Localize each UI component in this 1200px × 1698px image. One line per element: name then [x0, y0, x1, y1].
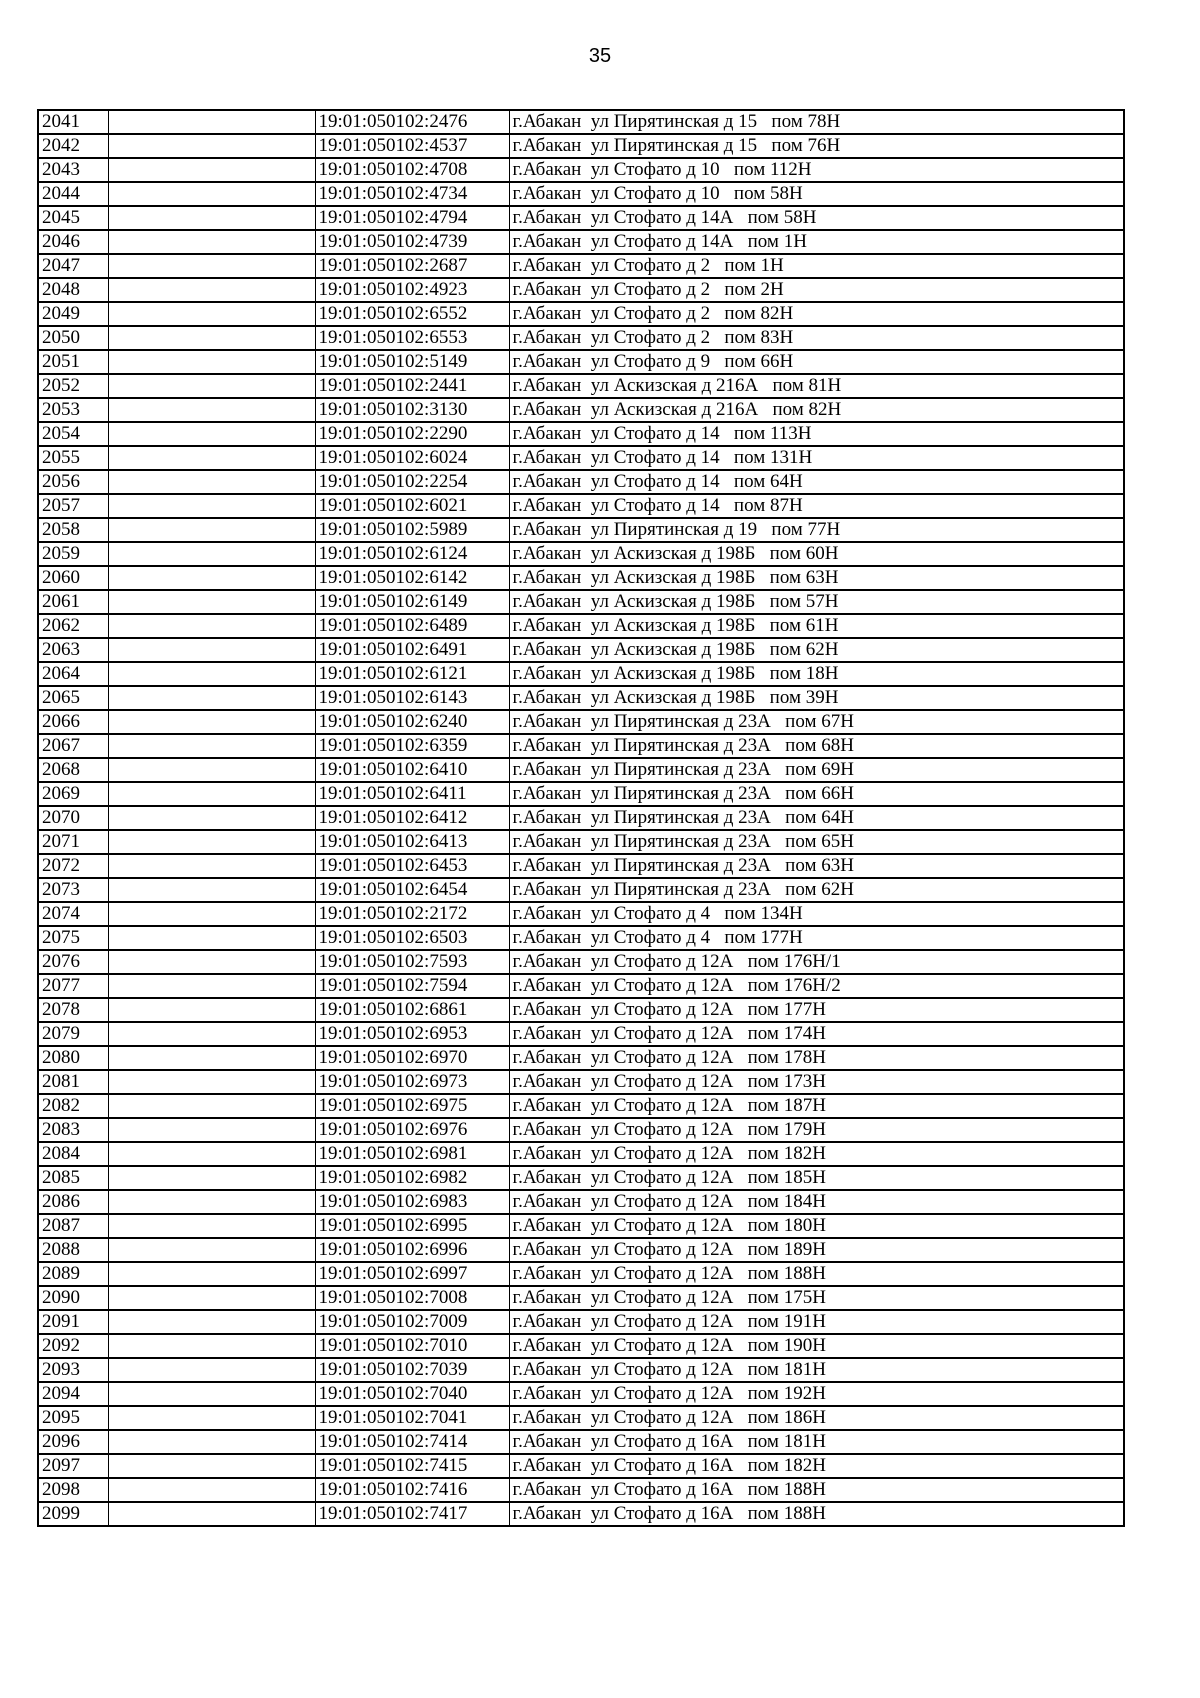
cadastral-number-cell: 19:01:050102:6453: [315, 854, 509, 878]
row-number-cell: 2095: [38, 1406, 108, 1430]
row-number-cell: 2047: [38, 254, 108, 278]
table-row: [38, 830, 1124, 854]
row-number-cell: 2076: [38, 950, 108, 974]
blank-cell: [108, 470, 315, 494]
cadastral-number-cell: 19:01:050102:6976: [315, 1118, 509, 1142]
blank-cell: [108, 518, 315, 542]
blank-cell: [108, 1070, 315, 1094]
cadastral-number-cell: 19:01:050102:7010: [315, 1334, 509, 1358]
row-number-cell: 2075: [38, 926, 108, 950]
blank-cell: [108, 374, 315, 398]
blank-cell: [108, 230, 315, 254]
blank-cell: [108, 254, 315, 278]
row-number-cell: 2064: [38, 662, 108, 686]
table-row: [38, 1430, 1124, 1454]
blank-cell: [108, 638, 315, 662]
row-number-cell: 2093: [38, 1358, 108, 1382]
cadastral-number-cell: 19:01:050102:4537: [315, 134, 509, 158]
blank-cell: [108, 734, 315, 758]
blank-cell: [108, 494, 315, 518]
blank-cell: [108, 710, 315, 734]
table-row: [38, 134, 1124, 158]
table-row: [38, 1022, 1124, 1046]
address-cell: г.Абакан ул Аскизская д 216А пом 81Н: [509, 374, 1124, 398]
row-number-cell: 2080: [38, 1046, 108, 1070]
blank-cell: [108, 926, 315, 950]
table-row: [38, 1262, 1124, 1286]
cadastral-number-cell: 19:01:050102:2172: [315, 902, 509, 926]
blank-cell: [108, 1406, 315, 1430]
address-cell: г.Абакан ул Стофато д 2 пом 82Н: [509, 302, 1124, 326]
table-row: [38, 110, 1124, 134]
table-row: [38, 302, 1124, 326]
cadastral-number-cell: 19:01:050102:6149: [315, 590, 509, 614]
address-cell: г.Абакан ул Стофато д 12А пом 173Н: [509, 1070, 1124, 1094]
table-row: [38, 1166, 1124, 1190]
row-number-cell: 2063: [38, 638, 108, 662]
address-cell: г.Абакан ул Пирятинская д 23А пом 69Н: [509, 758, 1124, 782]
row-number-cell: 2079: [38, 1022, 108, 1046]
blank-cell: [108, 398, 315, 422]
address-cell: г.Абакан ул Пирятинская д 19 пом 77Н: [509, 518, 1124, 542]
table-row: [38, 950, 1124, 974]
table-row: [38, 974, 1124, 998]
row-number-cell: 2089: [38, 1262, 108, 1286]
row-number-cell: 2091: [38, 1310, 108, 1334]
blank-cell: [108, 758, 315, 782]
address-cell: г.Абакан ул Аскизская д 198Б пом 39Н: [509, 686, 1124, 710]
row-number-cell: 2057: [38, 494, 108, 518]
row-number-cell: 2049: [38, 302, 108, 326]
cadastral-number-cell: 19:01:050102:6503: [315, 926, 509, 950]
table-row: [38, 566, 1124, 590]
cadastral-number-cell: 19:01:050102:6121: [315, 662, 509, 686]
cadastral-number-cell: 19:01:050102:6359: [315, 734, 509, 758]
cadastral-number-cell: 19:01:050102:6981: [315, 1142, 509, 1166]
row-number-cell: 2090: [38, 1286, 108, 1310]
address-cell: г.Абакан ул Стофато д 10 пом 112Н: [509, 158, 1124, 182]
table-row: [38, 1358, 1124, 1382]
table-row: [38, 1070, 1124, 1094]
cadastral-number-cell: 19:01:050102:4739: [315, 230, 509, 254]
row-number-cell: 2055: [38, 446, 108, 470]
blank-cell: [108, 1334, 315, 1358]
address-cell: г.Абакан ул Стофато д 10 пом 58Н: [509, 182, 1124, 206]
blank-cell: [108, 182, 315, 206]
blank-cell: [108, 1118, 315, 1142]
property-registry-table: [37, 109, 1125, 1527]
address-cell: г.Абакан ул Пирятинская д 23А пом 68Н: [509, 734, 1124, 758]
row-number-cell: 2086: [38, 1190, 108, 1214]
blank-cell: [108, 158, 315, 182]
blank-cell: [108, 1190, 315, 1214]
address-cell: г.Абакан ул Стофато д 12А пом 180Н: [509, 1214, 1124, 1238]
blank-cell: [108, 1262, 315, 1286]
table-row: [38, 1310, 1124, 1334]
cadastral-number-cell: 19:01:050102:6861: [315, 998, 509, 1022]
row-number-cell: 2058: [38, 518, 108, 542]
table-row: [38, 1238, 1124, 1262]
cadastral-number-cell: 19:01:050102:6489: [315, 614, 509, 638]
blank-cell: [108, 902, 315, 926]
address-cell: г.Абакан ул Пирятинская д 15 пом 76Н: [509, 134, 1124, 158]
cadastral-number-cell: 19:01:050102:7416: [315, 1478, 509, 1502]
address-cell: г.Абакан ул Стофато д 12А пом 182Н: [509, 1142, 1124, 1166]
table-row: [38, 350, 1124, 374]
address-cell: г.Абакан ул Стофато д 12А пом 176Н/2: [509, 974, 1124, 998]
row-number-cell: 2065: [38, 686, 108, 710]
table-row: [38, 542, 1124, 566]
cadastral-number-cell: 19:01:050102:7593: [315, 950, 509, 974]
blank-cell: [108, 1214, 315, 1238]
row-number-cell: 2042: [38, 134, 108, 158]
address-cell: г.Абакан ул Пирятинская д 23А пом 63Н: [509, 854, 1124, 878]
cadastral-number-cell: 19:01:050102:6142: [315, 566, 509, 590]
table-row: [38, 446, 1124, 470]
address-cell: г.Абакан ул Стофато д 12А пом 184Н: [509, 1190, 1124, 1214]
cadastral-number-cell: 19:01:050102:2254: [315, 470, 509, 494]
address-cell: г.Абакан ул Аскизская д 198Б пом 61Н: [509, 614, 1124, 638]
address-cell: г.Абакан ул Пирятинская д 23А пом 62Н: [509, 878, 1124, 902]
address-cell: г.Абакан ул Пирятинская д 23А пом 65Н: [509, 830, 1124, 854]
table-row: [38, 182, 1124, 206]
blank-cell: [108, 1358, 315, 1382]
address-cell: г.Абакан ул Стофато д 2 пом 2Н: [509, 278, 1124, 302]
table-row: [38, 710, 1124, 734]
blank-cell: [108, 662, 315, 686]
table-row: [38, 902, 1124, 926]
address-cell: г.Абакан ул Стофато д 4 пом 134Н: [509, 902, 1124, 926]
page-number: 35: [588, 45, 612, 67]
cadastral-number-cell: 19:01:050102:6552: [315, 302, 509, 326]
row-number-cell: 2088: [38, 1238, 108, 1262]
row-number-cell: 2096: [38, 1430, 108, 1454]
address-cell: г.Абакан ул Стофато д 14А пом 1Н: [509, 230, 1124, 254]
cadastral-number-cell: 19:01:050102:2441: [315, 374, 509, 398]
blank-cell: [108, 1238, 315, 1262]
address-cell: г.Абакан ул Стофато д 2 пом 1Н: [509, 254, 1124, 278]
table-row: [38, 758, 1124, 782]
table-row: [38, 1502, 1124, 1526]
address-cell: г.Абакан ул Стофато д 2 пом 83Н: [509, 326, 1124, 350]
blank-cell: [108, 1166, 315, 1190]
table-row: [38, 1094, 1124, 1118]
address-cell: г.Абакан ул Стофато д 9 пом 66Н: [509, 350, 1124, 374]
cadastral-number-cell: 19:01:050102:5149: [315, 350, 509, 374]
blank-cell: [108, 446, 315, 470]
cadastral-number-cell: 19:01:050102:4794: [315, 206, 509, 230]
cadastral-number-cell: 19:01:050102:4923: [315, 278, 509, 302]
table-row: [38, 158, 1124, 182]
row-number-cell: 2074: [38, 902, 108, 926]
row-number-cell: 2045: [38, 206, 108, 230]
row-number-cell: 2066: [38, 710, 108, 734]
address-cell: г.Абакан ул Стофато д 12А пом 174Н: [509, 1022, 1124, 1046]
row-number-cell: 2067: [38, 734, 108, 758]
address-cell: г.Абакан ул Стофато д 12А пом 181Н: [509, 1358, 1124, 1382]
row-number-cell: 2052: [38, 374, 108, 398]
address-cell: г.Абакан ул Стофато д 12А пом 179Н: [509, 1118, 1124, 1142]
blank-cell: [108, 134, 315, 158]
row-number-cell: 2077: [38, 974, 108, 998]
address-cell: г.Абакан ул Аскизская д 216А пом 82Н: [509, 398, 1124, 422]
address-cell: г.Абакан ул Аскизская д 198Б пом 63Н: [509, 566, 1124, 590]
blank-cell: [108, 974, 315, 998]
cadastral-number-cell: 19:01:050102:7008: [315, 1286, 509, 1310]
address-cell: г.Абакан ул Стофато д 12А пом 187Н: [509, 1094, 1124, 1118]
address-cell: г.Абакан ул Стофато д 14А пом 58Н: [509, 206, 1124, 230]
cadastral-number-cell: 19:01:050102:3130: [315, 398, 509, 422]
blank-cell: [108, 614, 315, 638]
row-number-cell: 2048: [38, 278, 108, 302]
cadastral-number-cell: 19:01:050102:6124: [315, 542, 509, 566]
table-row: [38, 278, 1124, 302]
cadastral-number-cell: 19:01:050102:7415: [315, 1454, 509, 1478]
table-row: [38, 1478, 1124, 1502]
row-number-cell: 2099: [38, 1502, 108, 1526]
table-row: [38, 806, 1124, 830]
cadastral-number-cell: 19:01:050102:4734: [315, 182, 509, 206]
row-number-cell: 2044: [38, 182, 108, 206]
address-cell: г.Абакан ул Пирятинская д 23А пом 64Н: [509, 806, 1124, 830]
table-row: [38, 1046, 1124, 1070]
blank-cell: [108, 278, 315, 302]
address-cell: г.Абакан ул Пирятинская д 23А пом 67Н: [509, 710, 1124, 734]
table-row: [38, 662, 1124, 686]
row-number-cell: 2062: [38, 614, 108, 638]
address-cell: г.Абакан ул Стофато д 16А пом 188Н: [509, 1502, 1124, 1526]
address-cell: г.Абакан ул Стофато д 14 пом 131Н: [509, 446, 1124, 470]
cadastral-number-cell: 19:01:050102:6024: [315, 446, 509, 470]
table-row: [38, 1382, 1124, 1406]
row-number-cell: 2071: [38, 830, 108, 854]
table-row: [38, 854, 1124, 878]
row-number-cell: 2054: [38, 422, 108, 446]
cadastral-number-cell: 19:01:050102:4708: [315, 158, 509, 182]
cadastral-number-cell: 19:01:050102:7041: [315, 1406, 509, 1430]
blank-cell: [108, 350, 315, 374]
cadastral-number-cell: 19:01:050102:6973: [315, 1070, 509, 1094]
blank-cell: [108, 110, 315, 134]
row-number-cell: 2061: [38, 590, 108, 614]
table-row: [38, 374, 1124, 398]
address-cell: г.Абакан ул Аскизская д 198Б пом 57Н: [509, 590, 1124, 614]
blank-cell: [108, 1478, 315, 1502]
row-number-cell: 2085: [38, 1166, 108, 1190]
blank-cell: [108, 806, 315, 830]
address-cell: г.Абакан ул Стофато д 12А пом 176Н/1: [509, 950, 1124, 974]
address-cell: г.Абакан ул Стофато д 16А пом 188Н: [509, 1478, 1124, 1502]
blank-cell: [108, 998, 315, 1022]
row-number-cell: 2081: [38, 1070, 108, 1094]
row-number-cell: 2094: [38, 1382, 108, 1406]
table-row: [38, 494, 1124, 518]
row-number-cell: 2097: [38, 1454, 108, 1478]
row-number-cell: 2043: [38, 158, 108, 182]
blank-cell: [108, 1046, 315, 1070]
blank-cell: [108, 1382, 315, 1406]
address-cell: г.Абакан ул Аскизская д 198Б пом 18Н: [509, 662, 1124, 686]
address-cell: г.Абакан ул Аскизская д 198Б пом 62Н: [509, 638, 1124, 662]
blank-cell: [108, 302, 315, 326]
table-row: [38, 206, 1124, 230]
cadastral-number-cell: 19:01:050102:6983: [315, 1190, 509, 1214]
blank-cell: [108, 542, 315, 566]
table-row: [38, 590, 1124, 614]
cadastral-number-cell: 19:01:050102:2290: [315, 422, 509, 446]
row-number-cell: 2084: [38, 1142, 108, 1166]
cadastral-number-cell: 19:01:050102:6995: [315, 1214, 509, 1238]
cadastral-number-cell: 19:01:050102:6970: [315, 1046, 509, 1070]
cadastral-number-cell: 19:01:050102:6997: [315, 1262, 509, 1286]
blank-cell: [108, 1310, 315, 1334]
address-cell: г.Абакан ул Аскизская д 198Б пом 60Н: [509, 542, 1124, 566]
table-row: [38, 254, 1124, 278]
address-cell: г.Абакан ул Стофато д 12А пом 175Н: [509, 1286, 1124, 1310]
row-number-cell: 2073: [38, 878, 108, 902]
blank-cell: [108, 206, 315, 230]
table-row: [38, 470, 1124, 494]
table-row: [38, 1118, 1124, 1142]
table-row: [38, 1334, 1124, 1358]
table-row: [38, 230, 1124, 254]
blank-cell: [108, 1430, 315, 1454]
table-row: [38, 1286, 1124, 1310]
address-cell: г.Абакан ул Стофато д 12А пом 185Н: [509, 1166, 1124, 1190]
row-number-cell: 2068: [38, 758, 108, 782]
cadastral-number-cell: 19:01:050102:6553: [315, 326, 509, 350]
cadastral-number-cell: 19:01:050102:6413: [315, 830, 509, 854]
blank-cell: [108, 1286, 315, 1310]
table-row: [38, 686, 1124, 710]
table-row: [38, 1406, 1124, 1430]
address-cell: г.Абакан ул Стофато д 12А пом 189Н: [509, 1238, 1124, 1262]
address-cell: г.Абакан ул Стофато д 12А пом 188Н: [509, 1262, 1124, 1286]
address-cell: г.Абакан ул Стофато д 4 пом 177Н: [509, 926, 1124, 950]
blank-cell: [108, 422, 315, 446]
cadastral-number-cell: 19:01:050102:6982: [315, 1166, 509, 1190]
address-cell: г.Абакан ул Стофато д 14 пом 64Н: [509, 470, 1124, 494]
cadastral-number-cell: 19:01:050102:5989: [315, 518, 509, 542]
row-number-cell: 2078: [38, 998, 108, 1022]
table-row: [38, 734, 1124, 758]
blank-cell: [108, 1094, 315, 1118]
address-cell: г.Абакан ул Стофато д 14 пом 87Н: [509, 494, 1124, 518]
cadastral-number-cell: 19:01:050102:6996: [315, 1238, 509, 1262]
blank-cell: [108, 686, 315, 710]
table-row: [38, 1190, 1124, 1214]
blank-cell: [108, 1022, 315, 1046]
cadastral-number-cell: 19:01:050102:6143: [315, 686, 509, 710]
table-row: [38, 1142, 1124, 1166]
blank-cell: [108, 326, 315, 350]
address-cell: г.Абакан ул Стофато д 12А пом 177Н: [509, 998, 1124, 1022]
cadastral-number-cell: 19:01:050102:6021: [315, 494, 509, 518]
blank-cell: [108, 1454, 315, 1478]
address-cell: г.Абакан ул Стофато д 12А пом 191Н: [509, 1310, 1124, 1334]
cadastral-number-cell: 19:01:050102:7594: [315, 974, 509, 998]
address-cell: г.Абакан ул Пирятинская д 15 пом 78Н: [509, 110, 1124, 134]
registry-table-body: [38, 110, 1124, 1526]
address-cell: г.Абакан ул Стофато д 12А пом 186Н: [509, 1406, 1124, 1430]
blank-cell: [108, 566, 315, 590]
address-cell: г.Абакан ул Стофато д 16А пом 181Н: [509, 1430, 1124, 1454]
cadastral-number-cell: 19:01:050102:6412: [315, 806, 509, 830]
row-number-cell: 2072: [38, 854, 108, 878]
row-number-cell: 2082: [38, 1094, 108, 1118]
table-row: [38, 398, 1124, 422]
cadastral-number-cell: 19:01:050102:7414: [315, 1430, 509, 1454]
row-number-cell: 2060: [38, 566, 108, 590]
cadastral-number-cell: 19:01:050102:6411: [315, 782, 509, 806]
row-number-cell: 2069: [38, 782, 108, 806]
cadastral-number-cell: 19:01:050102:7009: [315, 1310, 509, 1334]
table-row: [38, 422, 1124, 446]
cadastral-number-cell: 19:01:050102:6953: [315, 1022, 509, 1046]
table-row: [38, 782, 1124, 806]
address-cell: г.Абакан ул Стофато д 12А пом 178Н: [509, 1046, 1124, 1070]
address-cell: г.Абакан ул Пирятинская д 23А пом 66Н: [509, 782, 1124, 806]
table-row: [38, 1214, 1124, 1238]
cadastral-number-cell: 19:01:050102:6240: [315, 710, 509, 734]
cadastral-number-cell: 19:01:050102:6975: [315, 1094, 509, 1118]
table-row: [38, 326, 1124, 350]
cadastral-number-cell: 19:01:050102:7417: [315, 1502, 509, 1526]
table-row: [38, 998, 1124, 1022]
blank-cell: [108, 878, 315, 902]
row-number-cell: 2087: [38, 1214, 108, 1238]
address-cell: г.Абакан ул Стофато д 12А пом 192Н: [509, 1382, 1124, 1406]
cadastral-number-cell: 19:01:050102:7039: [315, 1358, 509, 1382]
cadastral-number-cell: 19:01:050102:6410: [315, 758, 509, 782]
address-cell: г.Абакан ул Стофато д 14 пом 113Н: [509, 422, 1124, 446]
blank-cell: [108, 782, 315, 806]
cadastral-number-cell: 19:01:050102:2687: [315, 254, 509, 278]
address-cell: г.Абакан ул Стофато д 12А пом 190Н: [509, 1334, 1124, 1358]
row-number-cell: 2059: [38, 542, 108, 566]
row-number-cell: 2083: [38, 1118, 108, 1142]
table-row: [38, 1454, 1124, 1478]
cadastral-number-cell: 19:01:050102:7040: [315, 1382, 509, 1406]
row-number-cell: 2051: [38, 350, 108, 374]
blank-cell: [108, 590, 315, 614]
blank-cell: [108, 830, 315, 854]
table-row: [38, 614, 1124, 638]
blank-cell: [108, 1142, 315, 1166]
table-row: [38, 926, 1124, 950]
table-row: [38, 878, 1124, 902]
blank-cell: [108, 854, 315, 878]
row-number-cell: 2046: [38, 230, 108, 254]
row-number-cell: 2070: [38, 806, 108, 830]
row-number-cell: 2098: [38, 1478, 108, 1502]
blank-cell: [108, 950, 315, 974]
table-row: [38, 518, 1124, 542]
cadastral-number-cell: 19:01:050102:6454: [315, 878, 509, 902]
row-number-cell: 2050: [38, 326, 108, 350]
blank-cell: [108, 1502, 315, 1526]
cadastral-number-cell: 19:01:050102:2476: [315, 110, 509, 134]
address-cell: г.Абакан ул Стофато д 16А пом 182Н: [509, 1454, 1124, 1478]
row-number-cell: 2041: [38, 110, 108, 134]
row-number-cell: 2056: [38, 470, 108, 494]
cadastral-number-cell: 19:01:050102:6491: [315, 638, 509, 662]
row-number-cell: 2092: [38, 1334, 108, 1358]
table-row: [38, 638, 1124, 662]
row-number-cell: 2053: [38, 398, 108, 422]
